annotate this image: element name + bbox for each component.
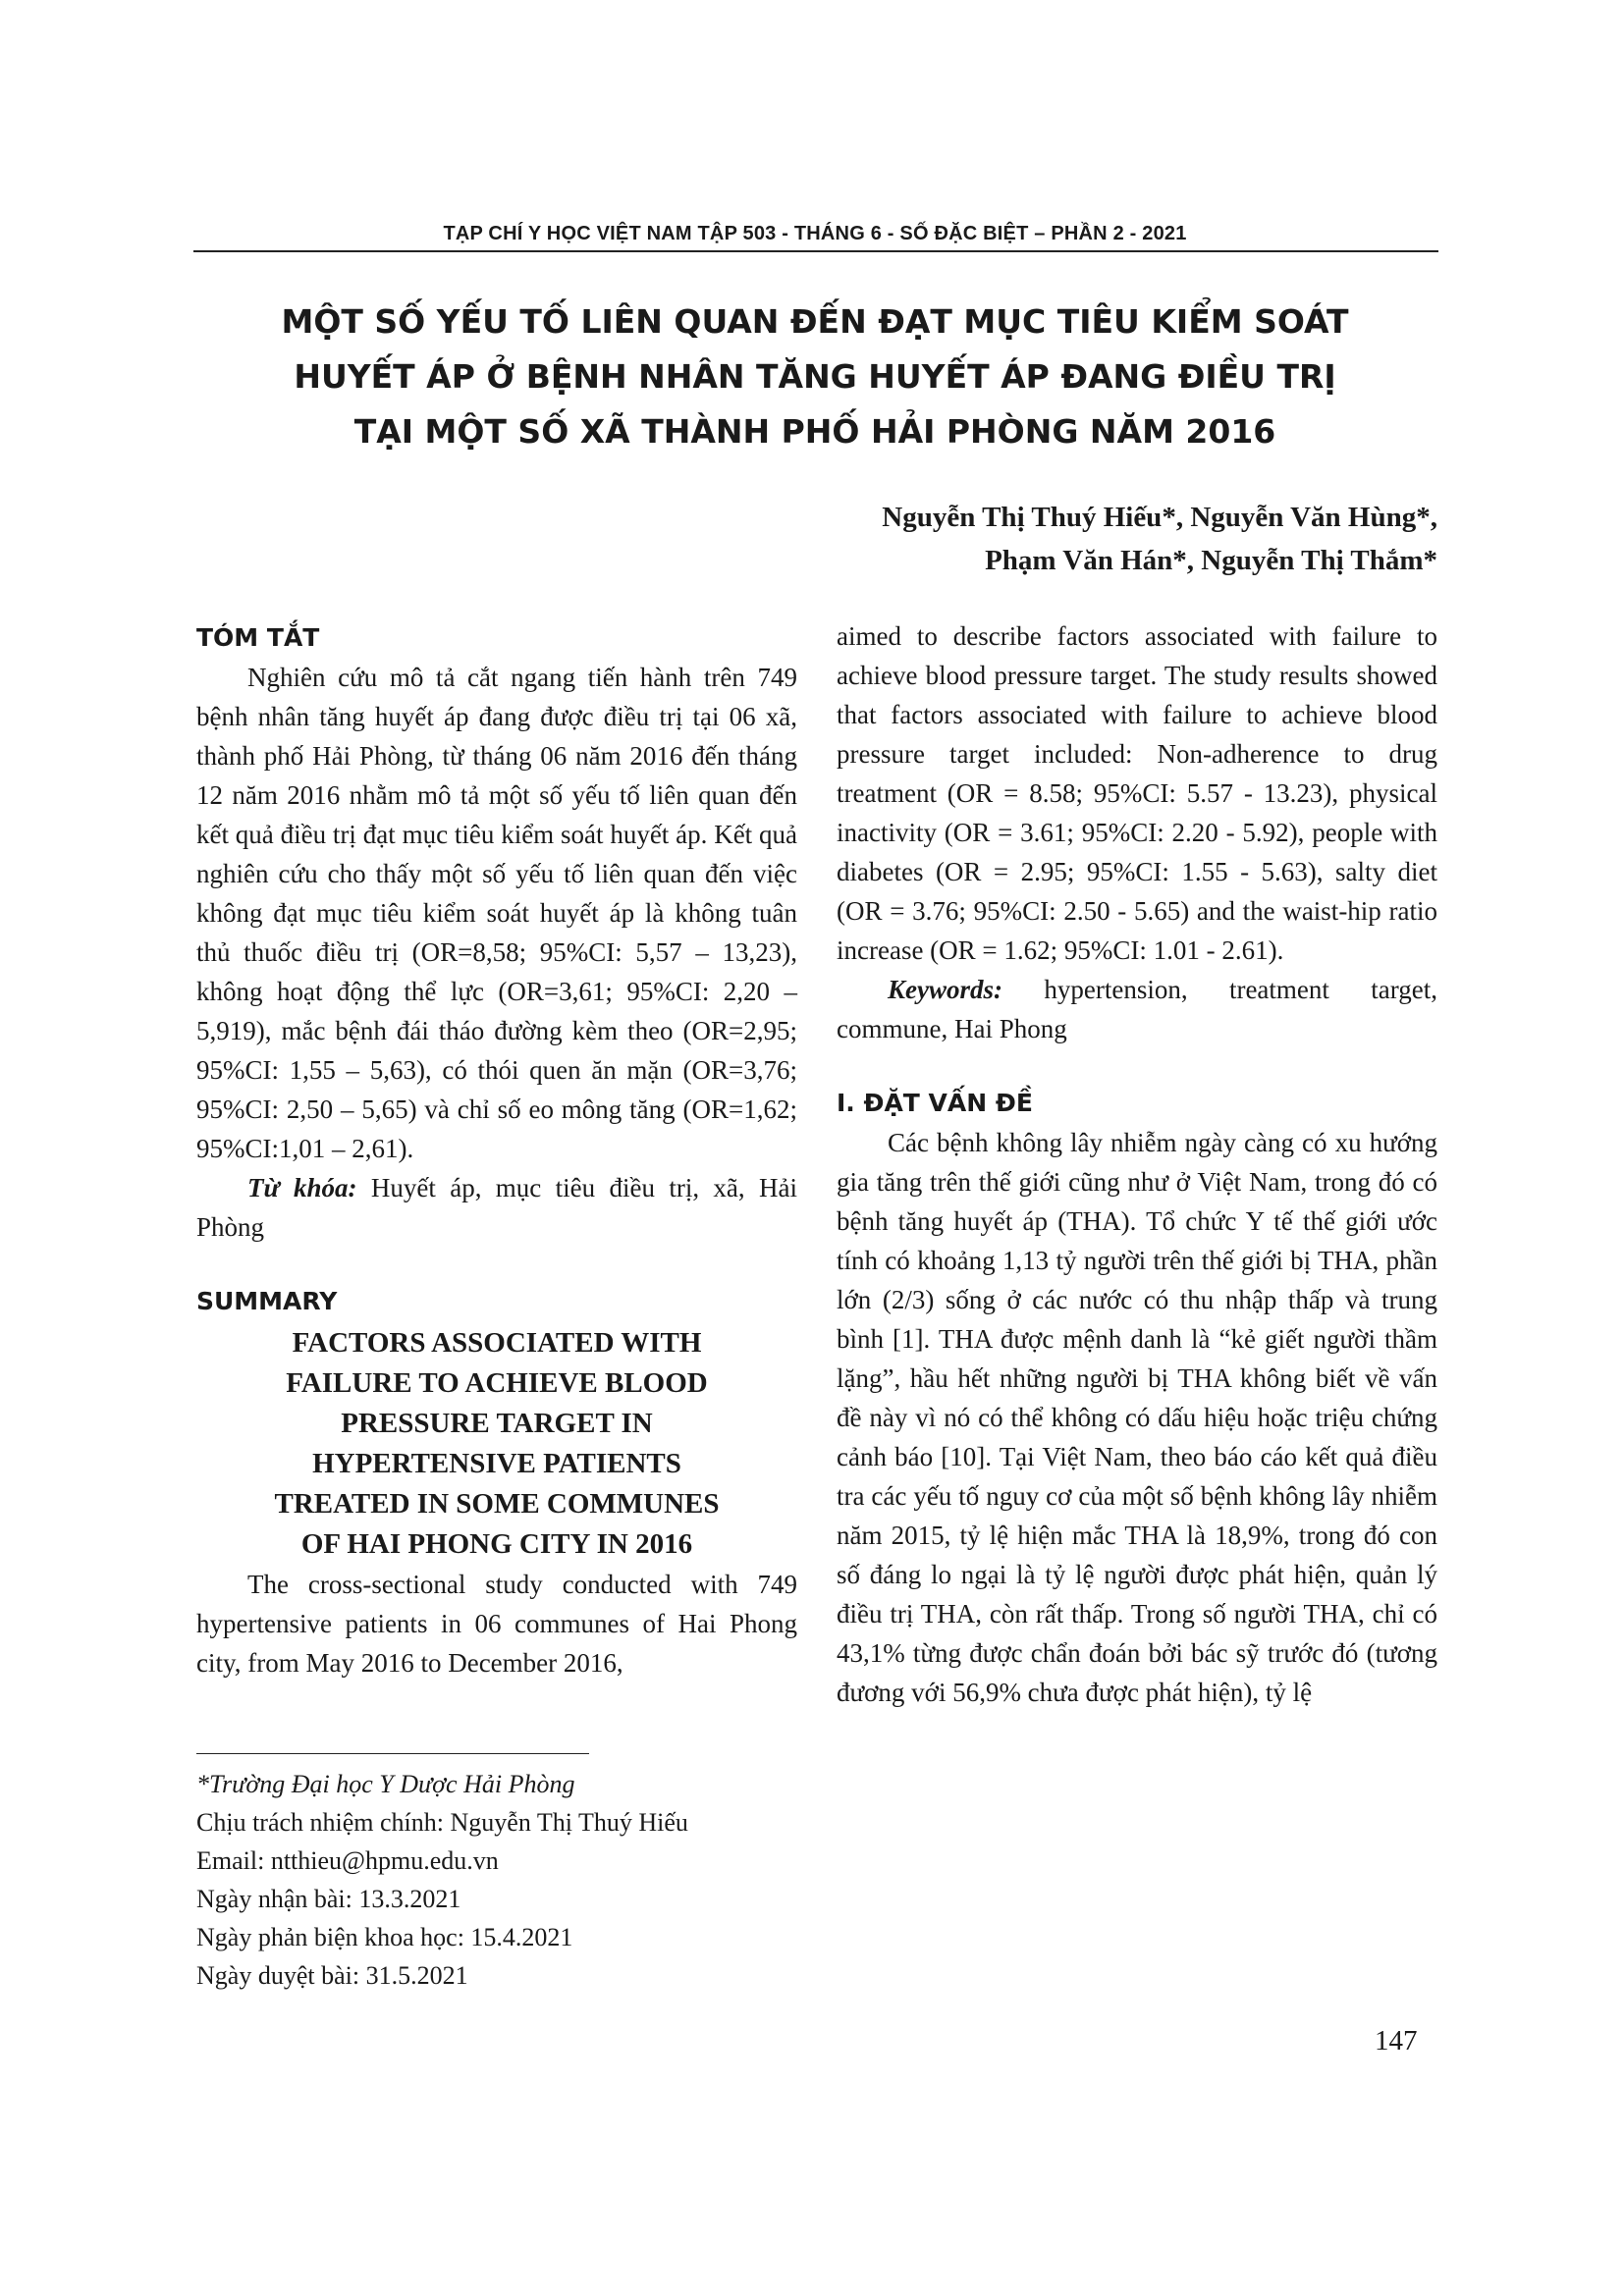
page-number: 147	[1375, 2025, 1418, 2056]
footnote-received: Ngày nhận bài: 13.3.2021	[196, 1885, 461, 1913]
section-1-heading: I. ĐẶT VẤN ĐỀ	[837, 1089, 1033, 1117]
author-line: Phạm Văn Hán*, Nguyễn Thị Thắm*	[985, 545, 1437, 576]
summary-title-line: FAILURE TO ACHIEVE BLOOD	[286, 1367, 708, 1399]
author-line: Nguyễn Thị Thuý Hiếu*, Nguyễn Văn Hùng*,	[882, 502, 1437, 533]
right-column	[837, 616, 1437, 1712]
summary-body-part1: The cross-sectional study conducted with 749 hypertensive patients in 06 communes of Hai Phong city, from May 2016 to December 2016,	[196, 1570, 797, 1678]
footnote-email: Email: ntthieu@hpmu.edu.vn	[196, 1846, 499, 1875]
keywords-text: Huyết áp, mục tiêu điều trị, xã, Hải Phòng	[196, 1173, 797, 1242]
article-title	[196, 294, 1434, 459]
abstract-body: Nghiên cứu mô tả cắt ngang tiến hành trên 749 bệnh nhân tăng huyết áp đang được điều trị tại 06 xã, thành phố Hải Phòng, từ tháng 06 năm 2016 đến tháng 12 năm 2016 nhằm mô tả một số yếu tố liên quan đến kết quả điều trị đạt mục tiêu kiểm soát huyết áp. Kết quả nghiên cứu cho thấy một số yếu tố liên quan đến việc không đạt mục tiêu kiểm soát huyết áp là không tuân thủ thuốc điều trị (OR=8,58; 95%CI: 5,57 – 13,23), không hoạt động thể lực (OR=3,61; 95%CI: 2,20 – 5,919), mắc bệnh đái tháo đường kèm theo (OR=2,95; 95%CI: 1,55 – 5,63), có thói quen ăn mặn (OR=3,76; 95%CI: 2,50 – 5,65) và chỉ số eo mông tăng (OR=1,62; 95%CI:1,01 – 2,61).	[196, 663, 797, 1163]
left-column	[196, 618, 797, 1682]
footnote-rule	[196, 1753, 589, 1754]
summary-heading: SUMMARY	[196, 1287, 338, 1315]
abstract-heading: TÓM TẮT	[196, 623, 320, 652]
footnote-reviewed: Ngày phản biện khoa học: 15.4.2021	[196, 1923, 573, 1951]
summary-title-line: FACTORS ASSOCIATED WITH	[292, 1327, 702, 1359]
footnote-affiliation: *Trường Đại học Y Dược Hải Phòng	[196, 1770, 575, 1798]
summary-body-part2: aimed to describe factors associated with failure to achieve blood pressure target. The study results showed that factors associated with failure to achieve blood pressure target included: Non-adherence to drug treatment (OR = 8.58; 95%CI: 5.57 - 13.23), physical inactivity (OR = 3.61; 95%CI: 2.20 - 5.92), people with diabetes (OR = 2.95; 95%CI: 1.55 - 5.63), salty diet (OR = 3.76; 95%CI: 2.50 - 5.65) and the waist-hip ratio increase (OR = 1.62; 95%CI: 1.01 - 2.61).	[837, 621, 1437, 965]
abstract-keywords	[196, 1168, 797, 1247]
article-title-line: TẠI MỘT SỐ XÃ THÀNH PHỐ HẢI PHÒNG NĂM 2016	[353, 412, 1276, 451]
footnote-accepted: Ngày duyệt bài: 31.5.2021	[196, 1961, 468, 1990]
summary-title-line: HYPERTENSIVE PATIENTS	[312, 1448, 681, 1479]
footnote-corresponding: Chịu trách nhiệm chính: Nguyễn Thị Thuý Hiếu	[196, 1808, 688, 1837]
keywords-label: Từ khóa:	[247, 1173, 357, 1202]
keywords-text: hypertension, treatment target, commune, Hai Phong	[837, 975, 1437, 1043]
summary-keywords	[837, 970, 1437, 1048]
footnote	[196, 1765, 688, 1995]
summary-title-line: PRESSURE TARGET IN	[341, 1408, 653, 1439]
author-list	[882, 496, 1437, 582]
header-rule	[193, 250, 1438, 252]
running-head: TẠP CHÍ Y HỌC VIỆT NAM TẬP 503 - THÁNG 6 - SỐ ĐẶC BIỆT – PHẦN 2 - 2021	[443, 223, 1187, 244]
article-title-line: HUYẾT ÁP Ở BỆNH NHÂN TĂNG HUYẾT ÁP ĐANG ĐIỀU TRỊ	[294, 357, 1336, 396]
summary-title-line: TREATED IN SOME COMMUNES	[274, 1488, 720, 1520]
keywords-label: Keywords:	[888, 975, 1002, 1004]
section-1-body: Các bệnh không lây nhiễm ngày càng có xu hướng gia tăng trên thế giới cũng như ở Việt Nam, trong đó có bệnh tăng huyết áp (THA). Tổ chức Y tế thế giới ước tính có khoảng 1,13 tỷ người trên thế giới bị THA, phần lớn (2/3) sống ở các nước có thu nhập thấp và trung bình [1]. THA được mệnh danh là “kẻ giết người thầm lặng”, hầu hết những người bị THA không biết về vấn đề này vì nó có thể không có dấu hiệu hoặc triệu chứng cảnh báo [10]. Tại Việt Nam, theo báo cáo kết quả điều tra các yếu tố nguy cơ của một số bệnh không lây nhiễm năm 2015, tỷ lệ hiện mắc THA là 18,9%, trong đó con số đáng lo ngại là tỷ lệ người được phát hiện, quản lý điều trị THA, còn rất thấp. Trong số người THA, chỉ có 43,1% từng được chẩn đoán bởi bác sỹ trước đó (tương đương với 56,9% chưa được phát hiện), tỷ lệ	[837, 1128, 1437, 1707]
article-title-line: MỘT SỐ YẾU TỐ LIÊN QUAN ĐẾN ĐẠT MỤC TIÊU KIỂM SOÁT	[281, 302, 1349, 341]
summary-title	[196, 1323, 797, 1565]
summary-title-line: OF HAI PHONG CITY IN 2016	[300, 1528, 693, 1560]
